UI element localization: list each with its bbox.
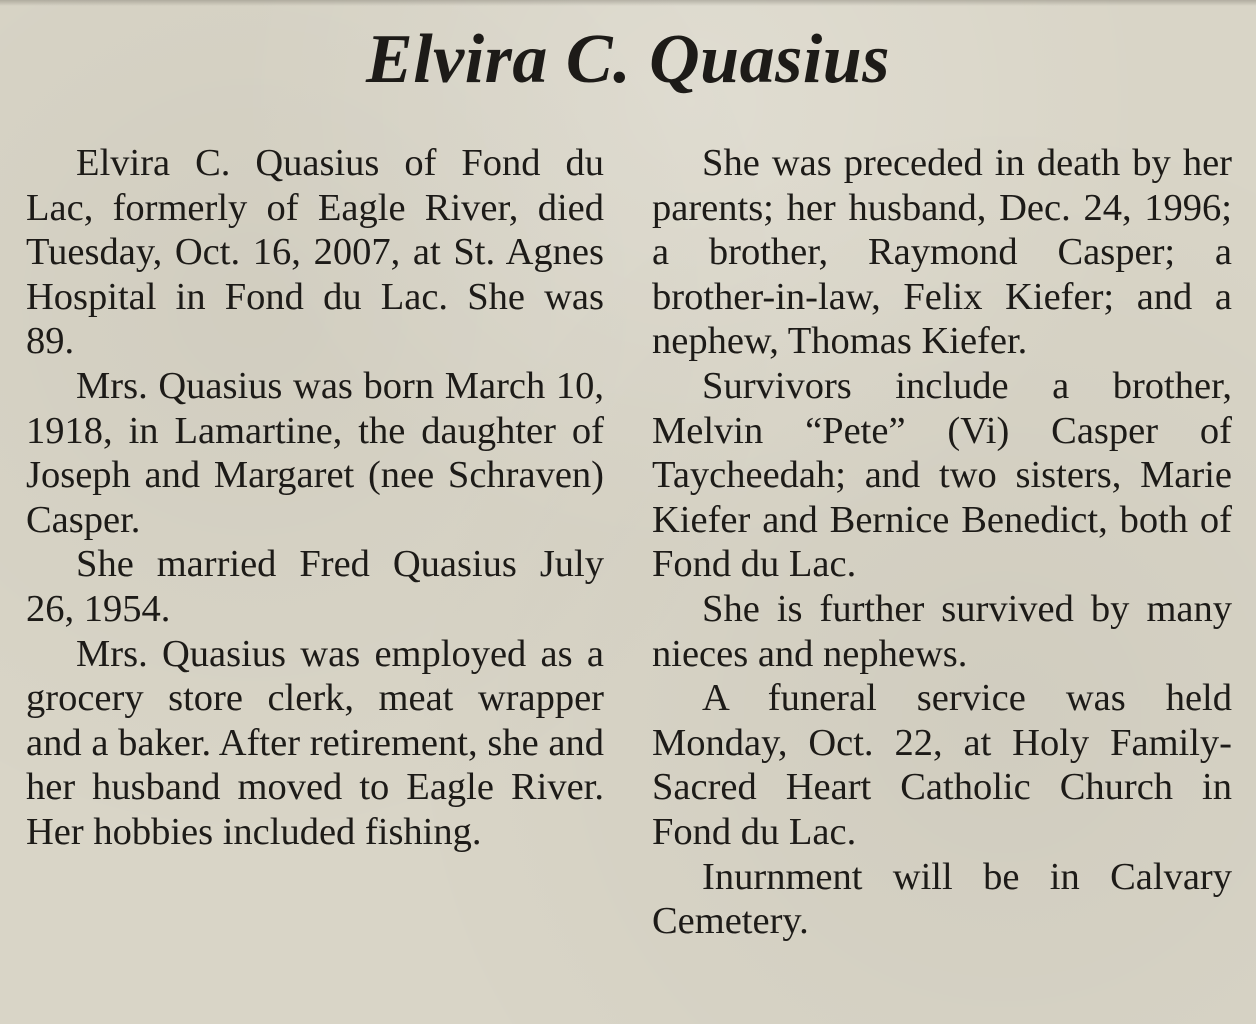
paragraph-employment: Mrs. Quasius was employed as a grocery store clerk, meat wrapper and a baker. After retirement, she and her husband moved to Eagle River. Her hobbies included fishing.: [26, 632, 604, 853]
right-text-column: [652, 141, 1232, 944]
paragraph-marriage: She married Fred Quasius July 26, 1954.: [26, 543, 604, 630]
paragraph-death-notice: Elvira C. Quasius of Fond du Lac, formerly of Eagle River, died Tuesday, Oct. 16, 2007, at St. Agnes Hospital in Fond du Lac. She was 89.: [26, 142, 604, 363]
paragraph-birth: Mrs. Quasius was born March 10, 1918, in Lamartine, the daughter of Joseph and Margaret (nee Schraven) Casper.: [26, 364, 604, 541]
print-bleed-edge: [0, 0, 1256, 6]
paragraph-inurnment: Inurnment will be in Calvary Cemetery.: [652, 855, 1232, 943]
left-text-column: [26, 141, 604, 855]
obituary-headline: Elvira C. Quasius: [366, 21, 890, 98]
paragraph-funeral-service: A funeral service was held Monday, Oct. 22, at Holy Family-Sacred Heart Catholic Church in Fond du Lac.: [652, 677, 1232, 853]
paragraph-preceded-in-death: She was preceded in death by her parents; her husband, Dec. 24, 1996; a brother, Raymond Casper; a brother-in-law, Felix Kiefer; and a nephew, Thomas Kiefer.: [652, 142, 1232, 363]
paragraph-further-survived: She is further survived by many nieces and nephews.: [652, 587, 1232, 675]
paragraph-survivors: Survivors include a brother, Melvin “Pete” (Vi) Casper of Taycheedah; and two sisters, Marie Kiefer and Bernice Benedict, both of Fond du Lac.: [652, 364, 1232, 586]
